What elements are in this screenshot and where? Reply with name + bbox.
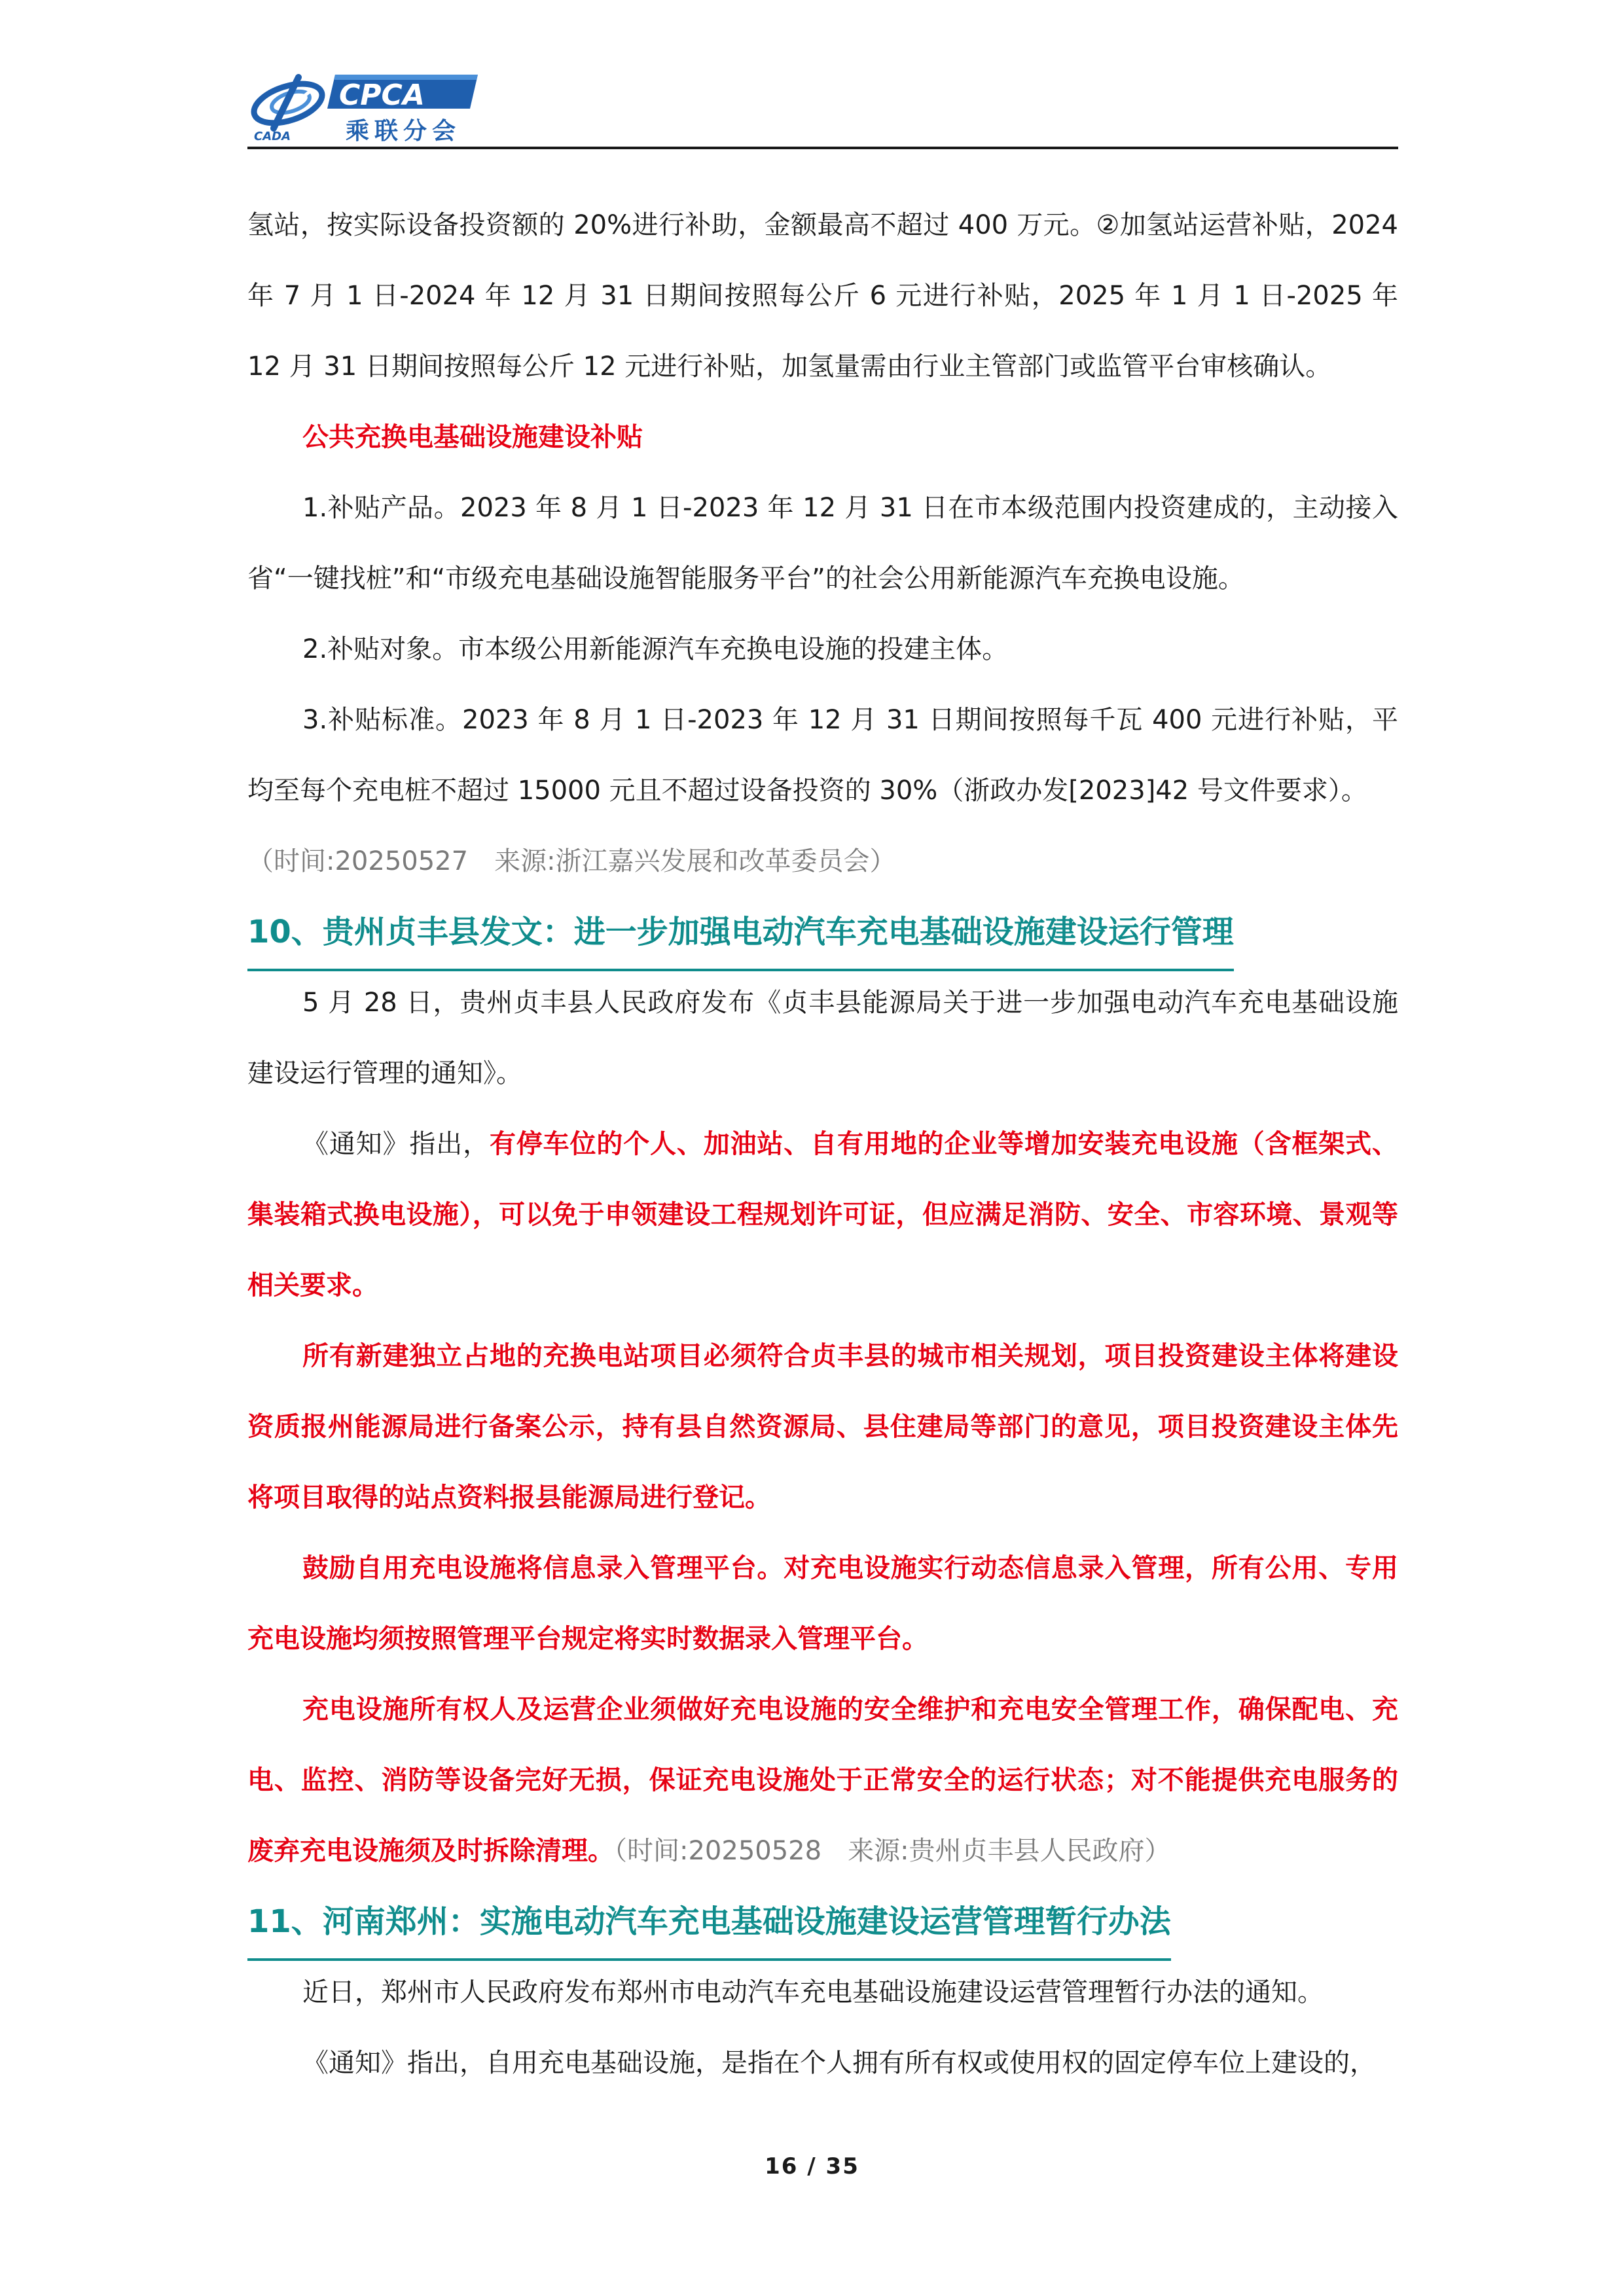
total-pages: 35: [825, 2153, 859, 2179]
highlighted-text: 有停车位的个人、加油站、自有用地的企业等增加安装充电设施（含框架式、集装箱式换电设施），可以免于申领建设工程规划许可证，但应满足消防、安全、市容环境、景观等相关要求。: [247, 1129, 1399, 1300]
subsection-title: 公共充换电基础设施建设补贴: [302, 422, 643, 452]
paragraph: 5 月 28 日，贵州贞丰县人民政府发布《贞丰县能源局关于进一步加强电动汽车充电基础设施建设运行管理的通知》。: [247, 988, 1398, 1088]
paragraph: 《通知》指出，自用充电基础设施，是指在个人拥有所有权或使用权的固定停车位上建设的，: [302, 2048, 1376, 2078]
section-heading-wrap: [247, 1886, 1398, 1957]
section-heading-wrap: [247, 897, 1398, 967]
svg-text:CADA: CADA: [254, 130, 291, 143]
source-note: （时间:20250528 来源:贵州贞丰县人民政府）: [614, 1836, 1171, 1866]
paragraph-lead: 《通知》指出，: [302, 1129, 490, 1159]
paragraph: 1.补贴产品。2023 年 8 月 1 日-2023 年 12 月 31 日在市本级范围内投资建成的，主动接入省“一键找桩”和“市级充电基础设施智能服务平台”的社会公用新能源汽车充换电设施。: [247, 493, 1398, 594]
page-number: [0, 2153, 1624, 2179]
paragraph: 所有新建独立占地的充换电站项目必须符合贞丰县的城市相关规划，项目投资建设主体将建设资质报州能源局进行备案公示，持有县自然资源局、县住建局等部门的意见，项目投资建设主体先将项目取得的站点资料报县能源局进行登记。: [247, 1341, 1398, 1513]
section-heading: 11、河南郑州：实施电动汽车充电基础设施建设运营管理暂行办法: [247, 1886, 1171, 1961]
paragraph: 鼓励自用充电设施将信息录入管理平台。对充电设施实行动态信息录入管理，所有公用、专用充电设施均须按照管理平台规定将实时数据录入管理平台。: [247, 1553, 1398, 1654]
paragraph: [247, 1674, 1398, 1886]
svg-text:CPCA: CPCA: [339, 79, 425, 112]
cpca-logo: [247, 65, 483, 147]
document-body: [247, 190, 1398, 2098]
header-divider: [247, 147, 1398, 149]
paragraph: [247, 1109, 1398, 1321]
paragraph: 氢站，按实际设备投资额的 20%进行补助，金额最高不超过 400 万元。②加氢站运营补贴，2024 年 7 月 1 日-2024 年 12 月 31 日期间按照每公斤 6 元进行补贴，2025 年 1 月 1 日-2025 年 12 月 31 日期间按照每公斤 12 元进行补贴，加氢量需由行业主管部门或监管平台审核确认。: [247, 210, 1398, 382]
page-header: [247, 65, 1398, 149]
svg-text:乘联分会: 乘联分会: [346, 118, 461, 145]
page-separator: /: [807, 2153, 817, 2179]
highlighted-text: 充电设施所有权人及运营企业须做好充电设施的安全维护和充电安全管理工作，确保配电、充电、监控、消防等设备完好无损，保证充电设施处于正常安全的运行状态；对不能提供充电服务的废弃充电设施须及时拆除清理。: [247, 1695, 1398, 1866]
source-line: （时间:20250527 来源:浙江嘉兴发展和改革委员会）: [247, 846, 896, 876]
current-page: 16: [765, 2153, 799, 2179]
section-heading: 10、贵州贞丰县发文：进一步加强电动汽车充电基础设施建设运行管理: [247, 897, 1234, 971]
paragraph: 3.补贴标准。2023 年 8 月 1 日-2023 年 12 月 31 日期间按照每千瓦 400 元进行补贴，平均至每个充电桩不超过 15000 元且不超过设备投资的 30%（浙政办发[2023]42 号文件要求）。: [247, 705, 1398, 806]
paragraph: 2.补贴对象。市本级公用新能源汽车充换电设施的投建主体。: [302, 634, 1009, 664]
paragraph: 近日，郑州市人民政府发布郑州市电动汽车充电基础设施建设运营管理暂行办法的通知。: [302, 1977, 1324, 2007]
